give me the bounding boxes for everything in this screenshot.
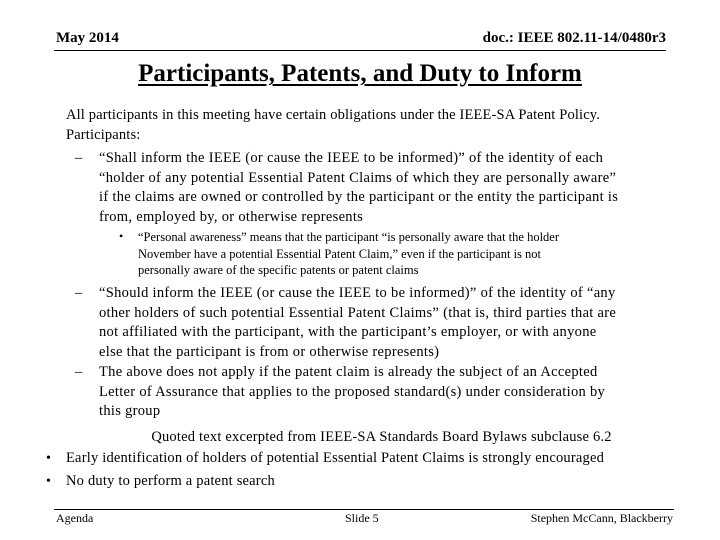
bullet-item: Early identification of holders of potential Essential Patent Claims is strongly encouraged [66,450,605,466]
footer-author: Stephen McCann, Blackberry [530,511,673,525]
item-line: “holder of any potential Essential Patent Claims of which they are personally aware” [99,169,617,186]
intro-line: Participants: [66,126,141,143]
slide-title: Participants, Patents, and Duty to Inform [138,60,582,87]
intro-line: All participants in this meeting have certain obligations under the IEEE-SA Patent Policy. [66,107,601,123]
intro-text [66,106,666,145]
note-line: personally aware of the specific patents or patent claims [138,263,419,277]
bullet-item: No duty to perform a patent search [66,473,275,489]
source-quote: Quoted text excerpted from IEEE-SA Standards Board Bylaws subclause 6.2 [151,429,612,445]
footer-left: Agenda [56,511,94,525]
item-line: “Shall inform the IEEE (or cause the IEEE to be informed)” of the identity of each [99,150,604,166]
bullet-marker: • [119,229,124,243]
note-line: “Personal awareness” means that the participant “is personally aware that the holder [138,230,560,244]
item-line: other holders of such potential Essential Patent Claims” (that is, third parties that are [99,304,617,321]
note-line: November have a potential Essential Patent Claim,” even if the participant is not [138,246,542,261]
header-doc-id: doc.: IEEE 802.11-14/0480r3 [482,30,666,46]
bullet-marker: • [46,451,51,466]
dash-marker: – [75,364,83,380]
obligation-item-3 [99,363,689,422]
header-rule [54,50,666,51]
bullet-marker: • [46,474,51,489]
dash-marker: – [75,150,83,166]
item-line: else that the participant is from or otherwise represents) [99,343,440,360]
item-line: from, employed by, or otherwise represents [99,208,364,225]
footer-rule [54,509,674,510]
obligation-item-2 [99,284,689,362]
dash-marker: – [75,285,83,301]
item-line: this group [99,403,161,419]
obligation-item-1 [99,149,689,227]
item-line: not affiliated with the participant, with the participant’s employer, or with anyone [99,324,597,340]
item-line: “Should inform the IEEE (or cause the IEEE to be informed)” of the identity of “any [99,285,616,301]
footer-slide-number: Slide 5 [345,511,379,525]
personal-awareness-note [138,229,678,279]
item-line: if the claims are owned or controlled by the participant or the entity the participant is [99,189,619,205]
header-date: May 2014 [56,30,119,46]
item-line: Letter of Assurance that applies to the proposed standard(s) under consideration by [99,383,606,400]
item-line: The above does not apply if the patent claim is already the subject of an Accepted [99,364,598,380]
